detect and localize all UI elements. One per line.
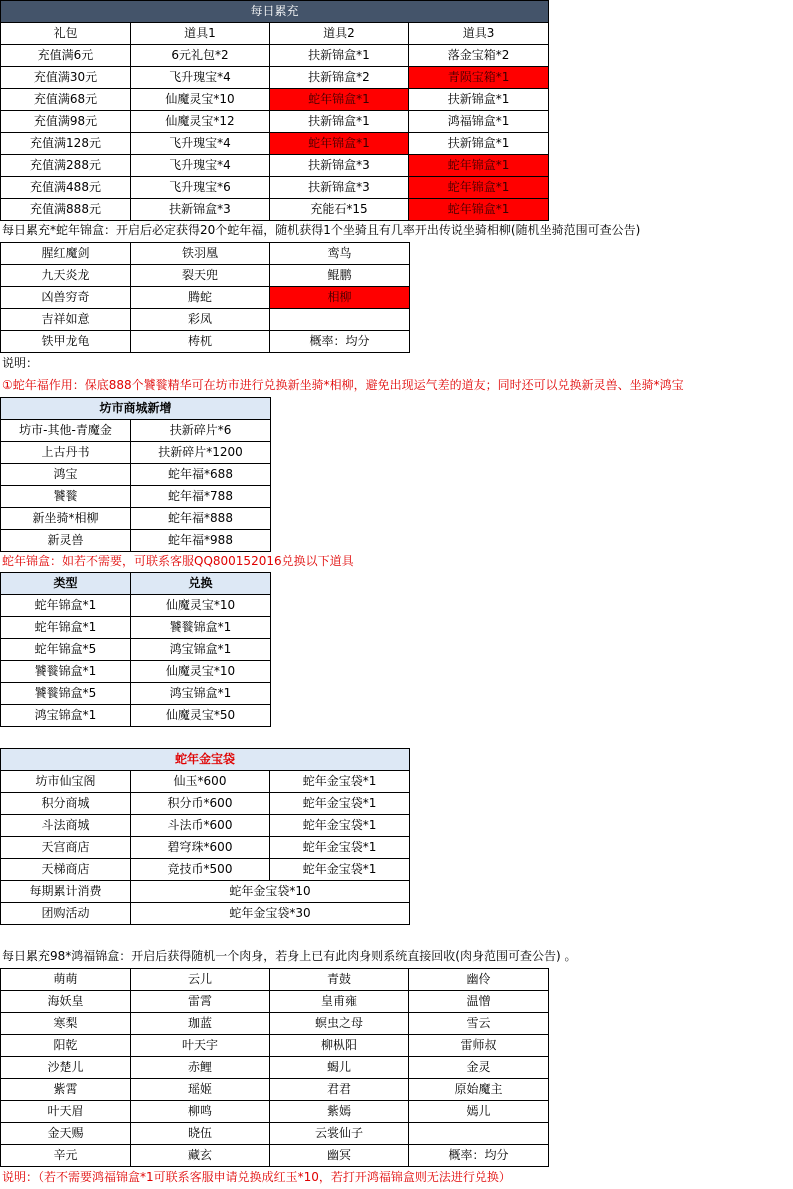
table-cell: 铁甲龙龟: [1, 331, 131, 353]
table-cell: 九天炎龙: [1, 265, 131, 287]
table-cell: 鸾鸟: [270, 243, 410, 265]
table-cell: 蛇年锦盒*1: [270, 89, 409, 111]
table-cell: 积分商城: [1, 793, 131, 815]
table-cell: 鸿宝锦盒*1: [131, 683, 271, 705]
table-cell: 饕餮锦盒*1: [131, 617, 271, 639]
table-cell: 原始魔主: [409, 1079, 549, 1101]
table-cell: 仙魔灵宝*10: [131, 89, 270, 111]
table-row: [1, 639, 271, 661]
table-cell: 团购活动: [1, 903, 131, 925]
table-cell: 雷霄: [131, 991, 270, 1013]
snake-box-note: 每日累充*蛇年锦盒：开启后必定获得20个蛇年福，随机获得1个坐骑且有几率开出传说坐骑相柳(随机坐骑范围可查公告): [2, 223, 641, 237]
table-cell: 蛇年锦盒*1: [270, 133, 409, 155]
table-cell: 辛元: [1, 1145, 131, 1167]
table-cell: 腥红魔剑: [1, 243, 131, 265]
table-cell: 紫嫣: [270, 1101, 409, 1123]
table-cell: 鸿福锦盒*1: [409, 111, 549, 133]
table-cell: 扶新锦盒*3: [270, 155, 409, 177]
table-cell: 蛇年福*688: [131, 464, 271, 486]
table-cell: 扶新锦盒*1: [270, 111, 409, 133]
table-cell: 蛇年锦盒*5: [1, 639, 131, 661]
table-cell: 瑶姬: [131, 1079, 270, 1101]
table-cell: 6元礼包*2: [131, 45, 270, 67]
table-cell: 饕餮锦盒*5: [1, 683, 131, 705]
table-cell: 青鼓: [270, 969, 409, 991]
table-cell: 仙魔灵宝*12: [131, 111, 270, 133]
table-cell: 新灵兽: [1, 530, 131, 552]
table-cell: 落金宝箱*2: [409, 45, 549, 67]
table-cell: 兑换: [131, 573, 271, 595]
table-cell: 扶新锦盒*3: [270, 177, 409, 199]
table-row: [1, 89, 549, 111]
table-cell: 充值满98元: [1, 111, 131, 133]
table-cell: 蛇年福*988: [131, 530, 271, 552]
table-cell: 道具3: [409, 23, 549, 45]
table-cell: 扶新锦盒*1: [409, 133, 549, 155]
table-cell: 仙魔灵宝*50: [131, 705, 271, 727]
table-cell: 云儿: [131, 969, 270, 991]
table-cell: 竞技币*500: [131, 859, 270, 881]
table-cell: 铁羽凰: [131, 243, 270, 265]
table-row: [1, 793, 410, 815]
table-cell: 幽伶: [409, 969, 549, 991]
table-cell: 沙楚儿: [1, 1057, 131, 1079]
table-cell: 飞升瑰宝*6: [131, 177, 270, 199]
table-row: [1, 881, 410, 903]
table-cell: 充值满6元: [1, 45, 131, 67]
table-title-row: [1, 1, 549, 23]
table-row: [1, 1123, 549, 1145]
table-cell: 珈蓝: [131, 1013, 270, 1035]
table-cell: 天梯商店: [1, 859, 131, 881]
table-header-row: [1, 573, 271, 595]
table-cell: 蝎儿: [270, 1057, 409, 1079]
table-cell: 嫣儿: [409, 1101, 549, 1123]
table-cell: 蛇年金宝袋*1: [270, 793, 410, 815]
snake-fortune-note: ①蛇年福作用：保底888个饕餮精华可在坊市进行兑换新坐骑*相柳，避免出现运气差的道友；同时还可以兑换新灵兽、坐骑*鸿宝: [2, 378, 684, 392]
table-cell: 坊市-其他-青魔金: [1, 420, 131, 442]
table-row: [1, 1145, 549, 1167]
table-row: [1, 464, 271, 486]
table-cell: 飞升瑰宝*4: [131, 133, 270, 155]
table-row: [1, 243, 410, 265]
table-cell: 扶新锦盒*1: [409, 89, 549, 111]
table-cell: 蛇年金宝袋*1: [270, 837, 410, 859]
table-cell: 上古丹书: [1, 442, 131, 464]
table-cell: 腾蛇: [131, 287, 270, 309]
body-table: [0, 968, 549, 1167]
table-cell: 积分币*600: [131, 793, 270, 815]
table-cell: 扶新碎片*6: [131, 420, 271, 442]
table-cell: 凶兽穷奇: [1, 287, 131, 309]
table-row: [1, 442, 271, 464]
table-cell: 坊市仙宝阁: [1, 771, 131, 793]
table-row: [1, 771, 410, 793]
table-cell: 云裳仙子: [270, 1123, 409, 1145]
table-cell: 蛇年锦盒*1: [409, 155, 549, 177]
table-cell: 蛇年金宝袋*1: [270, 771, 410, 793]
table-row: [1, 155, 549, 177]
table-cell: 蛇年金宝袋*1: [270, 859, 410, 881]
table-row: [1, 969, 549, 991]
table-cell: 裂天兜: [131, 265, 270, 287]
table-row: [1, 1057, 549, 1079]
table-cell: 雪云: [409, 1013, 549, 1035]
table-cell: 幽冥: [270, 1145, 409, 1167]
table-row: [1, 661, 271, 683]
table-row: [1, 903, 410, 925]
table-cell: 柳鸣: [131, 1101, 270, 1123]
fortune-box-note: 每日累充98*鸿福锦盒：开启后获得随机一个肉身，若身上已有此肉身则系统直接回收(肉身范围可查公告) 。: [2, 949, 577, 963]
table-row: [1, 265, 410, 287]
table-cell: 鸿宝: [1, 464, 131, 486]
table-cell: 金天赐: [1, 1123, 131, 1145]
table-cell: 天宫商店: [1, 837, 131, 859]
table-cell: 充值满888元: [1, 199, 131, 221]
explanation-label: 说明：: [2, 356, 39, 370]
table-row: [1, 815, 410, 837]
table-row: [1, 133, 549, 155]
table-cell: 梼杌: [131, 331, 270, 353]
table-cell: 道具2: [270, 23, 409, 45]
table-row: [1, 837, 410, 859]
table-cell: 蛇年福*888: [131, 508, 271, 530]
table-cell: 阳乾: [1, 1035, 131, 1057]
exchange-table: [0, 572, 271, 727]
table-row: [1, 486, 271, 508]
table-cell: 蛇年金宝袋*1: [270, 815, 410, 837]
table-cell: 温憎: [409, 991, 549, 1013]
table-cell: 蛇年锦盒*1: [409, 199, 549, 221]
table-cell: 飞升瑰宝*4: [131, 67, 270, 89]
table-cell: 雷师叔: [409, 1035, 549, 1057]
table-cell: 叶天宇: [131, 1035, 270, 1057]
table-cell: 充值满488元: [1, 177, 131, 199]
table-cell: 鸿宝锦盒*1: [1, 705, 131, 727]
table-cell: 紫霄: [1, 1079, 131, 1101]
table-row: [1, 1101, 549, 1123]
table-cell: 相柳: [270, 287, 410, 309]
exchange-note: 蛇年锦盒：如若不需要，可联系客服QQ800152016兑换以下道具: [2, 554, 354, 568]
mount-table: [0, 242, 410, 353]
table-cell: 新坐骑*相柳: [1, 508, 131, 530]
table-cell: 螟虫之母: [270, 1013, 409, 1035]
table-cell: 蛇年锦盒*1: [1, 617, 131, 639]
table-cell: 每日累充: [1, 1, 549, 23]
table-row: [1, 617, 271, 639]
table-cell: 斗法币*600: [131, 815, 270, 837]
fortune-box-exchange-note: 说明：（若不需要鸿福锦盒*1可联系客服申请兑换成红玉*10，若打开鸿福锦盒则无法进行兑换）: [2, 1170, 511, 1184]
table-cell: 仙魔灵宝*10: [131, 595, 271, 617]
table-cell: 扶新锦盒*1: [270, 45, 409, 67]
table-cell: 赤鲤: [131, 1057, 270, 1079]
table-cell: 蛇年福*788: [131, 486, 271, 508]
table-cell: 仙魔灵宝*10: [131, 661, 271, 683]
table-cell: 类型: [1, 573, 131, 595]
table-cell: 飞升瑰宝*4: [131, 155, 270, 177]
table-cell: 蛇年金宝袋: [1, 749, 410, 771]
table-cell: 萌萌: [1, 969, 131, 991]
table-cell: 君君: [270, 1079, 409, 1101]
table-cell: 蛇年锦盒*1: [409, 177, 549, 199]
table-cell: 概率：均分: [270, 331, 410, 353]
table-row: [1, 67, 549, 89]
table-row: [1, 199, 549, 221]
table-row: [1, 705, 271, 727]
table-cell: 每期累计消费: [1, 881, 131, 903]
table-cell: 寒梨: [1, 1013, 131, 1035]
table-row: [1, 530, 271, 552]
table-cell: 充值满288元: [1, 155, 131, 177]
table-row: [1, 309, 410, 331]
table-row: [1, 45, 549, 67]
table-cell: 充能石*15: [270, 199, 409, 221]
table-cell: 充值满68元: [1, 89, 131, 111]
table-cell: 坊市商城新增: [1, 398, 271, 420]
table-title-row: [1, 398, 271, 420]
table-cell: 道具1: [131, 23, 270, 45]
table-cell: 晓伍: [131, 1123, 270, 1145]
daily-recharge-table: [0, 0, 549, 221]
table-row: [1, 683, 271, 705]
table-cell: 鸿宝锦盒*1: [131, 639, 271, 661]
table-row: [1, 859, 410, 881]
table-cell: [409, 1123, 549, 1145]
table-cell: 叶天眉: [1, 1101, 131, 1123]
table-cell: 饕餮: [1, 486, 131, 508]
table-cell: 海妖皇: [1, 991, 131, 1013]
table-row: [1, 508, 271, 530]
table-header-row: [1, 23, 549, 45]
table-row: [1, 287, 410, 309]
table-cell: 概率：均分: [409, 1145, 549, 1167]
table-cell: 吉祥如意: [1, 309, 131, 331]
table-cell: [270, 309, 410, 331]
table-cell: 仙玉*600: [131, 771, 270, 793]
table-cell: 彩凤: [131, 309, 270, 331]
table-cell: 斗法商城: [1, 815, 131, 837]
table-cell: 蛇年金宝袋*30: [131, 903, 410, 925]
table-row: [1, 420, 271, 442]
table-row: [1, 177, 549, 199]
table-cell: 蛇年金宝袋*10: [131, 881, 410, 903]
table-cell: 礼包: [1, 23, 131, 45]
table-cell: 扶新锦盒*3: [131, 199, 270, 221]
table-cell: 扶新碎片*1200: [131, 442, 271, 464]
table-cell: 蛇年锦盒*1: [1, 595, 131, 617]
table-cell: 柳枞阳: [270, 1035, 409, 1057]
table-row: [1, 595, 271, 617]
table-row: [1, 1035, 549, 1057]
table-row: [1, 331, 410, 353]
table-cell: 青陨宝箱*1: [409, 67, 549, 89]
table-cell: 扶新锦盒*2: [270, 67, 409, 89]
table-title-row: [1, 749, 410, 771]
table-cell: 饕餮锦盒*1: [1, 661, 131, 683]
gold-bag-table: [0, 748, 410, 925]
table-cell: 充值满128元: [1, 133, 131, 155]
table-row: [1, 1013, 549, 1035]
table-row: [1, 1079, 549, 1101]
table-row: [1, 111, 549, 133]
table-cell: 金灵: [409, 1057, 549, 1079]
table-cell: 充值满30元: [1, 67, 131, 89]
table-cell: 碧穹珠*600: [131, 837, 270, 859]
table-row: [1, 991, 549, 1013]
table-cell: 鲲鹏: [270, 265, 410, 287]
table-cell: 藏玄: [131, 1145, 270, 1167]
table-cell: 皇甫雍: [270, 991, 409, 1013]
market-table: [0, 397, 271, 552]
